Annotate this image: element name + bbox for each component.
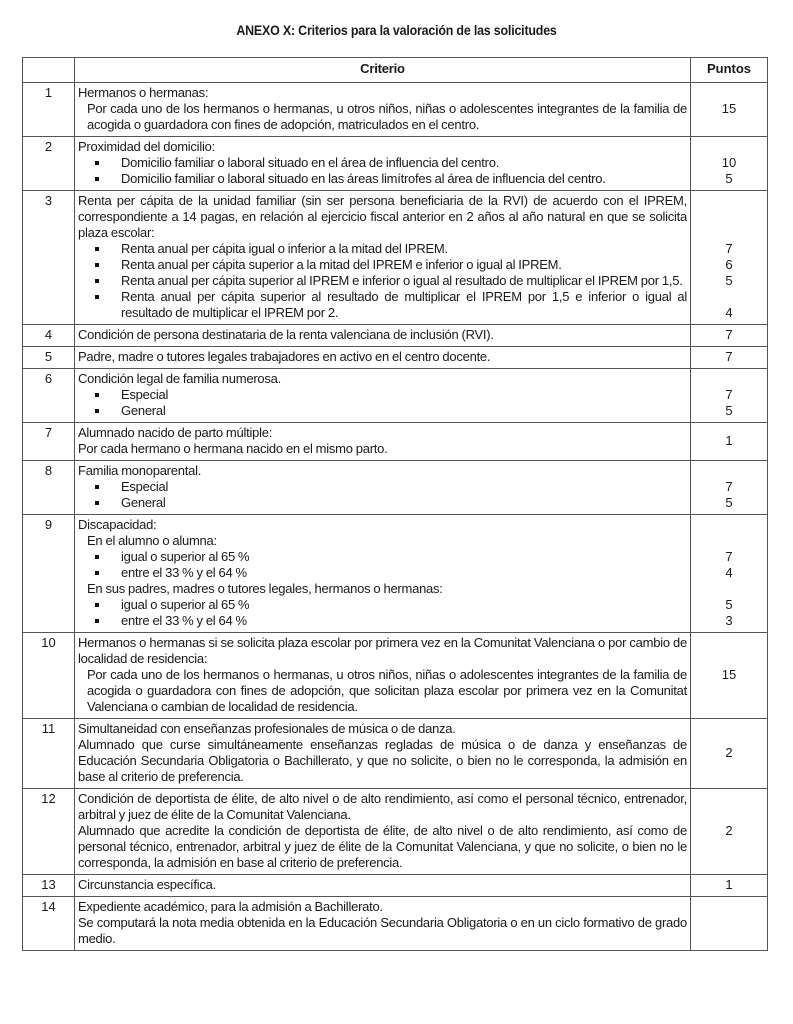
bullet-item: Renta anual per cápita superior a la mitad del IPREM e inferior o igual al IPREM.: [78, 257, 687, 273]
criterion-heading: Hermanos o hermanas si se solicita plaza escolar por primera vez en la Comunitat Valenciana o por cambio de localidad de residencia:: [78, 635, 687, 666]
table-row: [23, 789, 768, 875]
criterion-points: 15: [691, 633, 768, 719]
criterion-cell: [75, 515, 691, 633]
criterion-points: [691, 191, 768, 325]
criterion-points: [691, 369, 768, 423]
table-row: [23, 423, 768, 461]
criterion-heading: Renta per cápita de la unidad familiar (sin ser persona beneficiaria de la RVI) de acuerdo con el IPREM, correspondiente a 14 pagas, en relación al ejercicio fiscal anterior en 2 años al año natural en que se solicita plaza escolar:: [78, 193, 687, 240]
criterion-body: Por cada hermano o hermana nacido en el mismo parto.: [78, 441, 388, 456]
table-row: [23, 191, 768, 325]
item-points: 5: [725, 171, 733, 186]
criterion-points: [691, 897, 768, 951]
criterion-heading: Simultaneidad con enseñanzas profesionales de música o de danza.: [78, 721, 456, 736]
group-label: En sus padres, madres o tutores legales, hermanos o hermanas:: [87, 581, 443, 596]
table-row: [23, 719, 768, 789]
item-points: 5: [725, 495, 733, 510]
criterion-number: 13: [23, 875, 75, 897]
criterion-cell: [75, 325, 691, 347]
criterion-number: 8: [23, 461, 75, 515]
bullet-item: Domicilio familiar o laboral situado en el área de influencia del centro.: [78, 155, 687, 171]
criterion-number: 2: [23, 137, 75, 191]
criterion-body: Alumnado que curse simultáneamente enseñanzas regladas de música o de danza y enseñanzas de Educación Secundaria Obligatoria o Bachillerato, y que no solicite, o bien no le corresponda, la admisión en base al criterio de preferencia.: [78, 737, 687, 784]
bullet-item: Domicilio familiar o laboral situado en las áreas limítrofes al área de influencia del centro.: [78, 171, 687, 187]
criterion-number: 4: [23, 325, 75, 347]
criterion-cell: [75, 191, 691, 325]
criterion-cell: [75, 633, 691, 719]
item-points: 7: [725, 549, 733, 564]
criterion-number: 10: [23, 633, 75, 719]
criterion-points: 2: [691, 719, 768, 789]
criterion-heading: Condición legal de familia numerosa.: [78, 371, 281, 386]
criterion-heading: Circunstancia específica.: [78, 877, 216, 892]
criterion-cell: [75, 461, 691, 515]
criterion-points: 15: [691, 83, 768, 137]
item-points: 7: [725, 387, 733, 402]
item-points: 5: [725, 273, 733, 288]
criterion-cell: [75, 423, 691, 461]
criterion-points: 7: [691, 325, 768, 347]
criterion-cell: [75, 369, 691, 423]
header-puntos: Puntos: [691, 58, 768, 83]
criterion-body: Por cada uno de los hermanos o hermanas, u otros niños, niñas o adolescentes integrantes de la familia de acogida o guardadora con fines de adopción, matriculados en el centro.: [87, 101, 687, 132]
criterion-cell: [75, 83, 691, 137]
criterion-number: 9: [23, 515, 75, 633]
criterion-cell: [75, 719, 691, 789]
item-points: 3: [725, 613, 733, 628]
criterion-heading: Familia monoparental.: [78, 463, 202, 478]
criterion-points: 7: [691, 347, 768, 369]
criterion-points: 1: [691, 423, 768, 461]
criterion-heading: Condición de persona destinataria de la renta valenciana de inclusión (RVI).: [78, 327, 494, 342]
header-criterio: Criterio: [75, 58, 691, 83]
criterion-cell: [75, 347, 691, 369]
page-title: ANEXO X: Criterios para la valoración de las solicitudes: [236, 23, 557, 38]
item-points: 5: [725, 597, 733, 612]
criterion-heading: Expediente académico, para la admisión a Bachillerato.: [78, 899, 383, 914]
bullet-item: entre el 33 % y el 64 %: [78, 565, 687, 581]
item-points: 6: [725, 257, 733, 272]
bullet-item: General: [78, 403, 687, 419]
table-header-row: [23, 58, 768, 83]
criteria-table: [22, 57, 768, 951]
criterion-cell: [75, 897, 691, 951]
criterion-number: 6: [23, 369, 75, 423]
criterion-points: [691, 461, 768, 515]
bullet-item: Renta anual per cápita igual o inferior a la mitad del IPREM.: [78, 241, 687, 257]
criterion-number: 5: [23, 347, 75, 369]
table-row: [23, 347, 768, 369]
item-points: 10: [721, 155, 737, 170]
criterion-points: [691, 137, 768, 191]
bullet-item: General: [78, 495, 687, 511]
item-points: 5: [725, 403, 733, 418]
criterion-body: Se computará la nota media obtenida en la Educación Secundaria Obligatoria o en un ciclo formativo de grado medio.: [78, 915, 687, 946]
table-row: [23, 461, 768, 515]
criterion-heading: Condición de deportista de élite, de alto nivel o de alto rendimiento, así como el personal técnico, entrenador, arbitral y juez de élite de la Comunitat Valenciana.: [78, 791, 687, 822]
bullet-item: Especial: [78, 387, 687, 403]
header-number: [23, 58, 75, 83]
criterion-points: 1: [691, 875, 768, 897]
criterion-number: 3: [23, 191, 75, 325]
criterion-heading: Alumnado nacido de parto múltiple:: [78, 425, 273, 440]
table-row: [23, 83, 768, 137]
criterion-number: 11: [23, 719, 75, 789]
criterion-heading: Discapacidad:: [78, 517, 157, 532]
criterion-number: 7: [23, 423, 75, 461]
criterion-body: Alumnado que acredite la condición de deportista de élite, de alto nivel o de alto rendimiento, así como de personal técnico, entrenador, arbitral y juez de élite de la Comunitat Valenciana, y que no solicite, o bien no le corresponda, la admisión en base al criterio de preferencia.: [78, 823, 687, 870]
criterion-points: [691, 515, 768, 633]
criterion-heading: Padre, madre o tutores legales trabajadores en activo en el centro docente.: [78, 349, 491, 364]
bullet-item: Especial: [78, 479, 687, 495]
table-row: [23, 515, 768, 633]
bullet-item: Renta anual per cápita superior al IPREM e inferior o igual al resultado de multiplicar el IPREM por 1,5.: [78, 273, 687, 289]
criterion-number: 12: [23, 789, 75, 875]
bullet-item: igual o superior al 65 %: [78, 597, 687, 613]
item-points: 4: [725, 565, 733, 580]
criterion-cell: [75, 137, 691, 191]
table-row: [23, 897, 768, 951]
criterion-body: Por cada uno de los hermanos o hermanas, u otros niños, niñas o adolescentes integrantes de la familia de acogida o guardadora con fines de adopción, que solicitan plaza escolar por primera vez en la Comunitat Valenciana o cambian de localidad de residencia.: [87, 667, 687, 714]
table-row: [23, 137, 768, 191]
bullet-item: Renta anual per cápita superior al resultado de multiplicar el IPREM por 1,5 e inferior o igual al resultado de multiplicar el IPREM por 2.: [78, 289, 687, 321]
criterion-number: 1: [23, 83, 75, 137]
table-row: [23, 369, 768, 423]
table-row: [23, 325, 768, 347]
criterion-points: 2: [691, 789, 768, 875]
group-label: En el alumno o alumna:: [87, 533, 217, 548]
item-points: 7: [725, 241, 733, 256]
table-row: [23, 633, 768, 719]
criterion-number: 14: [23, 897, 75, 951]
criterion-heading: Proximidad del domicilio:: [78, 139, 215, 154]
item-points: 7: [725, 479, 733, 494]
table-row: [23, 875, 768, 897]
item-points: 4: [725, 305, 733, 320]
criterion-heading: Hermanos o hermanas:: [78, 85, 209, 100]
bullet-item: igual o superior al 65 %: [78, 549, 687, 565]
bullet-item: entre el 33 % y el 64 %: [78, 613, 687, 629]
criterion-cell: [75, 875, 691, 897]
criterion-cell: [75, 789, 691, 875]
